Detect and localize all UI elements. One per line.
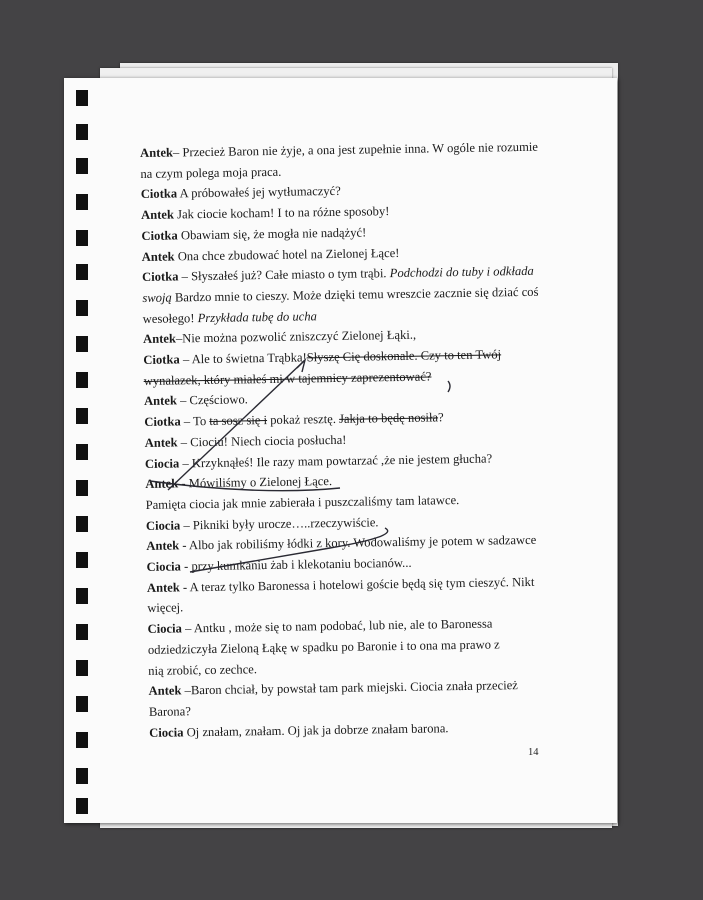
- speaker-name: Antek: [140, 207, 175, 223]
- speaker-name: Antek: [140, 145, 174, 160]
- struck-text: Słyszę Cię doskonale. Czy to ten Twój: [306, 347, 502, 365]
- dialogue-text: – Ciociu! Niech ciocia posłucha!: [177, 432, 347, 450]
- speaker-name: Antek: [145, 476, 179, 492]
- speaker-name: Ciocia: [146, 559, 181, 574]
- dialogue-text: ?: [437, 410, 444, 425]
- dialogue-text: – Krzyknąłeś! Ile razy mam powtarzać ,że nie jestem głucha?: [179, 451, 493, 470]
- dialogue-text: – Antku , może się to nam podobać, lub nie, ale to Baronessa: [181, 616, 493, 636]
- dialogue-text: – Pikniki były urocze…..rzeczywiście.: [180, 514, 379, 533]
- insertion-line: [168, 360, 305, 490]
- speaker-name: Ciotka: [140, 186, 178, 202]
- stage-direction: swoją: [142, 290, 172, 305]
- underline-mark: [150, 481, 340, 491]
- dialogue-text: Bardzo mnie to cieszy. Może dzięki temu wreszcie zacznie się dziać coś: [171, 284, 539, 305]
- speaker-name: Antek: [143, 393, 178, 409]
- dialogue-text: więcej.: [147, 600, 184, 616]
- bracket-mark: [448, 381, 450, 392]
- connector-line: [190, 528, 388, 572]
- dialogue-text: – Słyszałeś już? Całe miasto o tym trąbi.: [178, 266, 390, 284]
- speaker-name: Antek: [146, 538, 180, 554]
- dialogue-text: - A teraz tylko Baronessa i hotelowi goście będą się tym cieszyć. Nikt: [179, 574, 535, 595]
- dialogue-text: - Albo jak robiliśmy łódki z kory. Wodowaliśmy je potem w sadzawce: [179, 533, 537, 553]
- speaker-name: Ciocia: [147, 621, 182, 637]
- struck-text: ta sosz się i: [209, 413, 268, 429]
- stage-direction: Przykłada tubę do ucha: [197, 308, 317, 325]
- page-number: 14: [528, 747, 539, 758]
- dialogue-text: Barona?: [148, 704, 191, 719]
- speaker-name: Ciotka: [141, 269, 179, 285]
- dialogue-text: – Przecież Baron nie żyje, a ona jest zupełnie inna. W ogóle nie rozumie: [172, 139, 539, 160]
- stage-direction: Podchodzi do tuby i odkłada: [389, 264, 534, 281]
- struck-text: wynalazek, który miałeś mi w tajemnicy zaprezentować?: [143, 369, 432, 388]
- dialogue-text: –Baron chciał, by powstał tam park miejski. Ciocia znała przecież: [181, 678, 518, 698]
- speaker-name: Antek: [148, 683, 182, 699]
- dialogue-text: – Ale to świetna Trąbka!: [179, 350, 307, 367]
- dialogue-text: Jak ciocie kocham! I to na różne sposoby!: [173, 204, 390, 222]
- speaker-name: Ciotka: [143, 352, 180, 367]
- dialogue-text: Oj znałam, znałam. Oj jak ja dobrze znałam barona.: [183, 720, 449, 739]
- dialogue-text: - przy kumkaniu żab i klekotaniu bocianów...: [180, 555, 412, 574]
- speaker-name: Antek: [142, 331, 177, 347]
- speaker-name: Antek: [141, 248, 175, 264]
- dialogue-text: –Nie można pozwolić zniszczyć Zielonej Łąki.,: [175, 327, 417, 346]
- dialogue-text: wesołego!: [142, 310, 198, 326]
- struck-text: Jakja to będę nosiła: [338, 410, 439, 426]
- dialogue-text: – Częściowo.: [176, 392, 248, 408]
- speaker-name: Ciocia: [145, 518, 181, 533]
- dialogue-text: Ona chce zbudować hotel na Zielonej Łące!: [174, 245, 400, 263]
- dialogue-text: Obawiam się, że mogła nie nadążyć!: [177, 225, 367, 243]
- dialogue-text: – To: [180, 414, 210, 429]
- dialogue-text: nią zrobić, co zechce.: [148, 661, 258, 678]
- speaker-name: Antek: [146, 580, 180, 595]
- dialogue-text: pokaż resztę.: [266, 412, 340, 428]
- dialogue-text: - Mówiliśmy o Zielonej Łące.: [178, 474, 333, 491]
- speaker-name: Ciocia: [149, 724, 184, 740]
- dialogue-text: na czym polega moja praca.: [140, 164, 282, 181]
- dialogue-text: Pamięta ciocia jak mnie zabierała i puszczaliśmy tam latawce.: [145, 492, 460, 512]
- dialogue-text: odziedziczyła Zieloną Łąkę w spadku po Baronie i to ona ma prawo z: [147, 637, 500, 657]
- arrow-head-mark: [297, 360, 305, 372]
- speaker-name: Ciocia: [144, 455, 180, 471]
- speaker-name: Ciotka: [141, 228, 178, 243]
- dialogue-text: A próbowałeś jej wytłumaczyć?: [177, 184, 341, 201]
- speaker-name: Antek: [144, 435, 178, 450]
- speaker-name: Ciotka: [144, 414, 181, 430]
